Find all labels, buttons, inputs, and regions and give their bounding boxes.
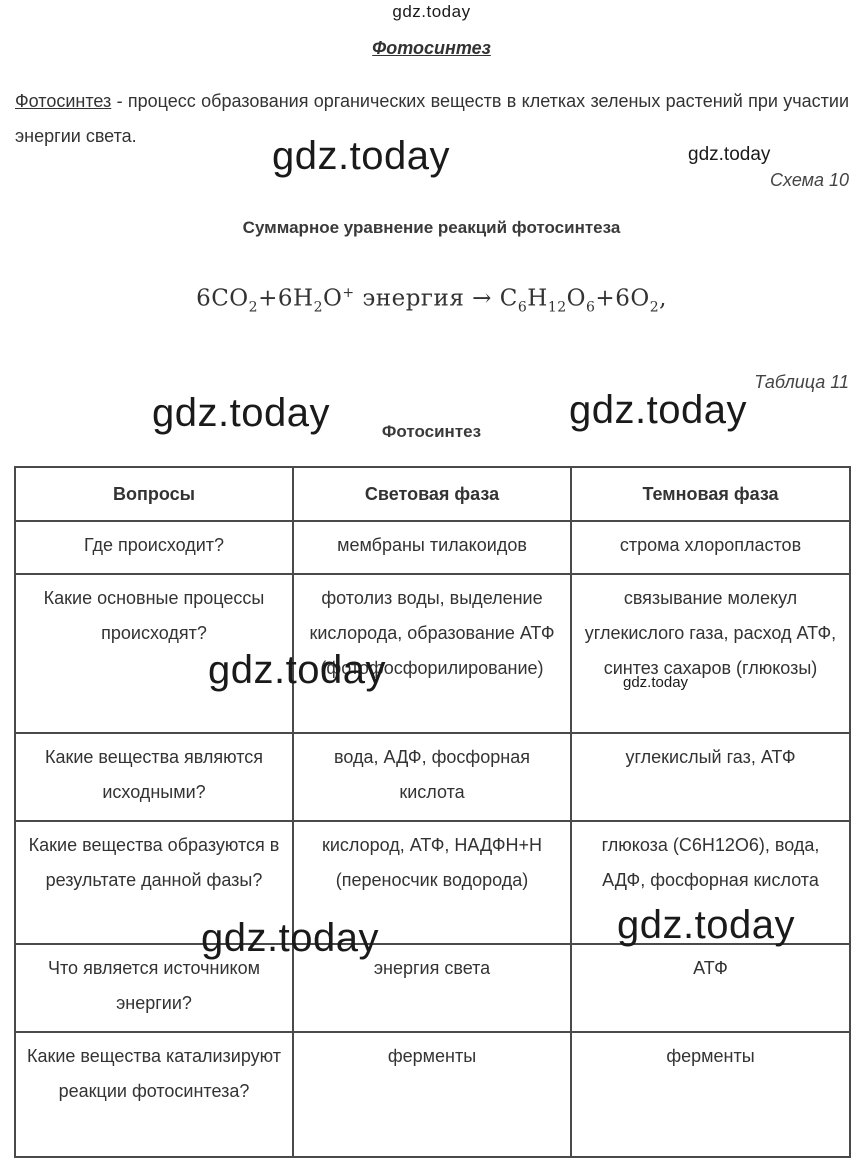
watermark-6: gdz.today [623,674,689,691]
watermark-2: gdz.today [688,144,771,165]
question-cell: Какие вещества катализируют реакции фотосинтеза? [15,1032,293,1157]
eq-sub: 6 [517,299,528,316]
watermark-1: gdz.today [272,134,450,178]
watermark-3: gdz.today [152,391,330,435]
light-phase-cell: ферменты [293,1032,571,1157]
eq-part: +6O [595,285,650,312]
question-cell: Какие вещества являются исходными? [15,733,293,821]
eq-sub: 2 [649,299,660,316]
eq-sub: 12 [547,299,567,316]
table-caption: Таблица 11 [754,372,849,392]
header-dark-phase: Темновая фаза [571,467,850,521]
table-header-row [15,467,850,521]
dark-phase-cell: глюкоза (С6Н12О6), вода, АДФ, фосфорная кислота [571,821,850,944]
eq-sub: 2 [248,299,259,316]
question-cell: Какие основные процессы происходят? [15,574,293,733]
eq-part: H [527,285,548,312]
eq-part: +6H [258,285,314,312]
definition-term: Фотосинтез [15,91,112,111]
dark-phase-cell: строма хлоропластов [571,521,850,574]
eq-part: O [566,285,586,312]
dark-phase-cell: АТФ [571,944,850,1032]
scheme-caption: Схема 10 [770,170,849,190]
light-phase-cell: вода, АДФ, фосфорная кислота [293,733,571,821]
light-phase-cell: фотолиз воды, выделение кислорода, образование АТФ (фотофосфорилирование) [293,574,571,733]
table-row [15,574,850,733]
header-light-phase: Световая фаза [293,467,571,521]
question-cell: Где происходит? [15,521,293,574]
page-title: Фотосинтез [372,38,491,58]
site-watermark-top: gdz.today [392,2,471,21]
eq-part: , [659,285,667,312]
watermark-8: gdz.today [201,916,379,960]
watermark-5: gdz.today [208,648,386,692]
dark-phase-cell: углекислый газ, АТФ [571,733,850,821]
watermark-7: gdz.today [617,903,795,947]
watermark-4: gdz.today [569,388,747,432]
light-phase-cell: мембраны тилакоидов [293,521,571,574]
eq-part: 6CO [196,285,249,312]
dark-phase-cell: ферменты [571,1032,850,1157]
header-questions: Вопросы [15,467,293,521]
eq-part: энергия → C [354,285,518,312]
table-row [15,1032,850,1157]
definition-text: - процесс образования органических веществ в клетках зеленых растений при участии энергии света. [15,91,849,146]
summary-equation [0,285,863,315]
eq-part: O [322,285,343,312]
question-cell: Какие вещества образуются в результате данной фазы? [15,821,293,944]
question-cell: Что является источником энергии? [15,944,293,1032]
scheme-heading: Суммарное уравнение реакций фотосинтеза [242,218,621,237]
eq-sup: + [342,285,355,301]
light-phase-cell: кислород, АТФ, НАДФН+Н (переносчик водорода) [293,821,571,944]
table-row [15,521,850,574]
photosynthesis-table [14,466,851,1158]
light-phase-cell: энергия света [293,944,571,1032]
table-row [15,944,850,1032]
table-row [15,733,850,821]
table-heading: Фотосинтез [381,422,482,441]
eq-sub: 6 [586,299,596,316]
eq-sub: 2 [313,299,323,316]
dark-phase-cell: связывание молекул углекислого газа, расход АТФ, синтез сахаров (глюкозы) [571,574,850,733]
